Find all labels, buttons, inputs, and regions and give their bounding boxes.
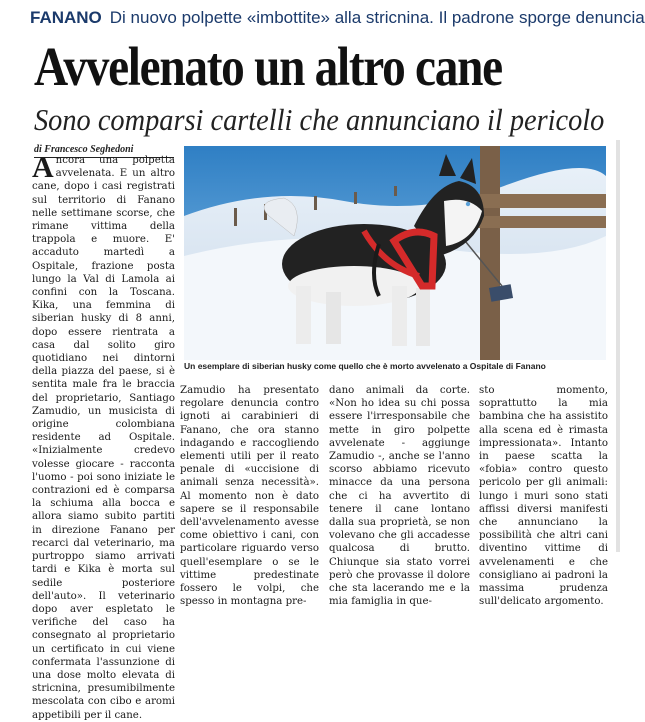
page-edge-rule [616,140,620,552]
husky-photo [184,146,606,360]
kicker [30,8,645,32]
article-column-1-text: ncora una polpetta avvelenata. E un altro cane, dopo i casi registrati sul territorio di Fanano nelle settimane scorse, che rimane vittima della trappola e muore. E' accaduto martedì a Ospitale, frazione posta lungo la Val di Lamola ai confini con la Toscana. Kika, una femmina di siberian husky di 8 anni, dopo essere rientrata a casa dal solito giro quotidiano nei dintorni della piazza del paese, si è sentita male fra le braccia del proprietario, Santiago Zamudio, un musicista di origine colombiana residente ad Ospitale. «Inizialmente credevo volesse giocare - racconta l'uomo - poi sono iniziate le contrazioni ed è comparsa la schiuma alla bocca e allora siamo subito partiti in direzione Fanano per recarci dal veterinario, ma purtroppo siamo arrivati tardi e Kika è morta sul sedile posteriore dell'auto». Il veterinario dopo aver espletato le verifiche del caso ha consegnato al proprietario un certificato in cui viene confermata l'assunzione di una dose molto elevata di stricnina, presumibilmente mescolata con cibo e aromi appetibili per il cane. [32,155,175,721]
article-column-2: Zamudio ha presentato regolare denuncia contro ignoti ai carabinieri di Fanano, che ora stanno indagando e raccogliendo elementi utili per il reato penale di «uccisione di animali senza necessità». Al momento non è dato sapere se il responsabile dell'avvelenamento avesse come obiettivo i cani, con particolare riguardo verso quell'esemplare o se le vittime predestinate fossero le volpi, che spesso in montagna pre- [180,385,319,608]
kicker-location: FANANO [30,8,102,27]
photo-caption: Un esemplare di siberian husky come quello che è morto avvelenato a Ospitale di Fanano [184,361,546,371]
headline: Avvelenato un altro cane [34,36,502,97]
article-column-3: dano animali da corte. «Non ho idea su chi possa essere l'irresponsabile che mette in giro polpette avvelenate - aggiunge Zamudio -, anche se l'anno scorso abbiamo ricevuto minacce da una persona che ci ha avvertito di tenere il cane lontano dalla sua proprietà, se non volevano che gli accadesse qualcosa di brutto. Chiunque sia stato vorrei però che provasse il dolore che sta lacerando me e la mia famiglia in que- [329,385,470,608]
kicker-text: Di nuovo polpette «imbottite» alla stricnina. Il padrone sporge denuncia [109,8,645,27]
drop-cap: A [32,151,54,184]
article-column-1 [32,151,175,721]
subheadline: Sono comparsi cartelli che annunciano il pericolo [34,102,605,137]
husky-photo-illustration [184,146,606,360]
byline-author: di Francesco Seghedoni [34,144,134,155]
article-column-4: sto momento, soprattutto la mia bambina che ha assistito alla scena ed è rimasta impressionata». Intanto in paese scatta la «fobia» contro questo pericolo per gli animali: lungo i muri sono stati affissi diversi manifesti che annunciano la possibilità che altri cani diventino vittime di avvelenamenti e che consigliano ai padroni la massima prudenza sull'delicato argomento. [479,385,608,608]
